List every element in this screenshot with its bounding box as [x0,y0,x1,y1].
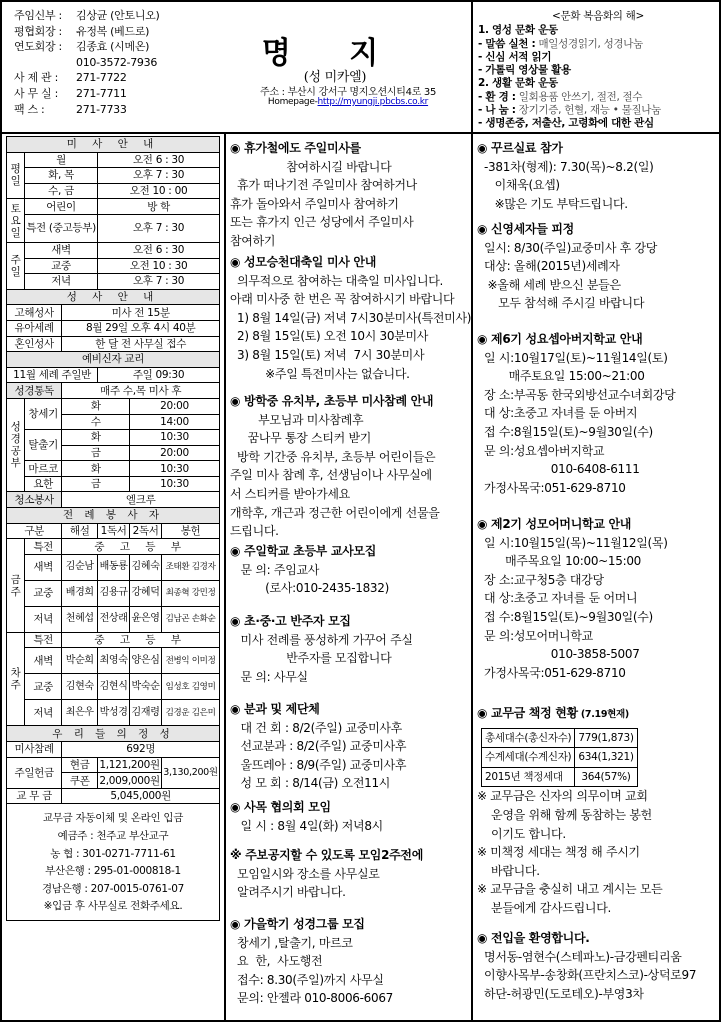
bible-day: 화 [62,430,130,446]
notice-line: 휴가 돌아와서 주일미사 참여하기 [230,196,399,211]
notice-heading: ◉ 꾸르실료 참가 [477,141,563,155]
notice-block [477,220,715,313]
parish-contacts [14,8,214,117]
bible-time: 20:00 [130,398,220,414]
liturgy-person: 양은심 [130,648,162,674]
notice-block [477,330,715,497]
bank-line: 예금주 : 천주교 부산교구 [57,830,169,842]
culture-line-bold: 2. 생활 문화 운동 [478,77,558,90]
bible-day: 금 [62,445,130,461]
liturgy-person: 조태환 김경자 [162,554,220,580]
notice-heading: ◉ 교무금 책정 현황 (7.19현재) [477,706,629,720]
notice-block [230,612,468,686]
bible-day: 화 [62,398,130,414]
notice-line: 명서동-염현수(스테파노)-금강펜티리움 [477,949,682,964]
homepage-link[interactable]: http://myungji.pbcbs.co.kr [317,97,429,107]
liturgy-person: 김경운 김은미 [162,700,220,726]
notice-heading: ◉ 사목 협의회 모임 [230,800,331,814]
contact-label: 사 제 관 : [14,71,58,85]
contact-value: 김종효 (시메온) [76,40,150,54]
bank-info [6,804,220,921]
notice-line: 분들에게 감사드립니다. [477,900,612,915]
notice-line: 꿈나무 통장 스티커 받기 [230,431,372,446]
culture-line-bold: - 가톨릭 영상물 활용 [478,64,571,77]
notice-heading: ◉ 성모승천대축일 미사 안내 [230,255,377,269]
contact-value: 010-3572-7936 [76,55,158,69]
liturgy-person: 윤은영 [130,606,162,632]
notice-block [230,846,468,902]
culture-line [478,104,718,117]
liturgy-youth: 중 고 등 부 [62,632,220,648]
culture-line-bold: - 신심 서적 읽기 [478,50,552,63]
bank-line: 교무금 자동이체 및 온라인 입금 [42,812,184,825]
notice-line: 반주자를 모집합니다 [230,651,392,666]
bible-time: 14:00 [130,414,220,430]
contact-value: 271-7722 [76,71,127,85]
notice-heading: ◉ 초·중·고 반주자 모집 [230,614,351,628]
pledge-label: 2015년 책정세대 [482,767,575,787]
mass-time: 오후 7 : 30 [98,214,220,242]
liturgy-head: 2독서 [130,523,162,539]
notice-line: 이기도 합니다. [477,826,566,841]
notice-line: 휴가 떠나기전 주일미사 참여하거나 [230,178,417,193]
mass-time: 오후 7 : 30 [98,274,220,290]
notice-line: 대 상:초중고 자녀를 둔 어머니 [477,591,638,606]
notice-line: 장 소:부곡동 한국외방선교수녀회강당 [477,387,676,402]
bulletin-subtitle: (성 미카엘) [303,70,367,85]
liturgy-person: 천혜섭 [62,606,98,632]
notice-line: 참여하시길 바랍니다 [230,159,392,174]
offering-label: 주일헌금 [7,757,62,788]
sacrament-name: 혼인성사 [7,336,62,352]
homepage-label: Homepage- [267,97,318,107]
contact-row [14,24,214,40]
contact-row [14,70,214,86]
bible-time: 10:30 [130,461,220,477]
catechumen-time: 주일 09:30 [98,367,220,383]
liturgy-person: 배동룡 [98,554,130,580]
contact-row [14,102,214,118]
notice-line: 문 의: 사무실 [230,669,308,684]
notice-line: 일 시:10월15일(목)~11월12일(목) [477,535,668,550]
notice-line: 참여하기 [230,233,276,248]
contact-value: 271-7711 [76,86,127,100]
notice-heading: ◉ 제2기 성모어머니학교 안내 [477,517,632,531]
sacrament-name: 고해성사 [7,305,62,321]
notice-heading: ※ 주보공지할 수 있도록 모임2주전에 [230,848,424,862]
notice-line: 가정사목국:051-629-8710 [477,665,626,680]
notice-line: 3) 8월 15일(토) 저녁 7시 30분미사 [230,347,425,362]
bank-line: 부산은행 : 295-01-000818-1 [45,865,181,878]
contact-label: 연도회장 : [14,40,62,54]
notice-block [230,253,472,383]
notice-heading: ◉ 주일학교 초등부 교사모집 [230,544,377,558]
notice-heading: ◉ 방학중 유치부, 초등부 미사참례 안내 [230,394,434,408]
column-divider-left [224,132,226,1022]
contact-label: 주임신부 : [14,9,62,22]
notice-heading: ◉ 제6기 성요셉아버지학교 안내 [477,332,643,346]
notice-heading: ◉ 가을학기 성경그룹 모집 [230,917,365,931]
notice-line: 매주토요일 15:00~21:00 [477,369,645,384]
notice-line: ※많은 기도 부탁드립니다. [477,196,628,211]
notice-block [477,929,715,1003]
offering-title: 우 리 들 의 정 성 [7,726,220,742]
notice-heading: ◉ 전입을 환영합니다. [477,931,590,945]
notice-line: ※주일 특전미사는 없습니다. [230,366,410,381]
notice-line: 일시: 8/30(주일)교중미사 후 강당 [477,240,658,255]
notice-line: 성 모 회 : 8/14(금) 오전11시 [230,776,391,791]
notice-line: 알려주시기 바랍니다. [230,885,346,900]
bible-time: 10:30 [130,476,220,492]
liturgy-mass: 특전 [25,539,62,555]
liturgy-mass: 저녁 [25,606,62,632]
offering-value: 2,009,000원 [99,774,160,787]
mass-day: 특전 (중고등부) [25,214,98,242]
bible-day: 금 [62,476,130,492]
liturgy-mass: 특전 [25,632,62,648]
mass-day: 교중 [25,258,98,274]
notice-line: 주일 미사 참례 후, 선생님이나 사무실에 [230,468,432,483]
notice-line: 모임일시와 장소를 사무실로 [230,866,380,881]
header-divider [0,132,721,134]
mass-time: 오전 6 : 30 [98,152,220,168]
culture-line [478,91,718,104]
offering-value: 692명 [62,742,220,758]
liturgy-person: 박성경 [98,700,130,726]
liturgy-person: 최종혁 강민정 [162,580,220,606]
notice-line: 문 의:성요셉아버지학교 [477,443,605,458]
sacrament-info: 한 달 전 사무실 접수 [62,336,220,352]
this-week-label: 금주 [7,539,25,633]
notice-block [477,139,715,213]
culture-line-normal: 일회용품 안쓰기, 절전, 절수 [515,90,643,103]
notice-line: 접수: 8.30(주일)까지 사무실 [230,972,384,987]
notice-line: 요 한, 사도행전 [230,954,323,969]
bible-reading-note: 매주 수,목 미사 후 [62,383,220,399]
notice-heading: ◉ 휴가철에도 주일미사를 [230,141,361,155]
liturgy-person: 최영숙 [98,648,130,674]
mass-time: 오전 10 : 00 [98,183,220,199]
culture-year-title: <문화 복음화의 해> [552,10,644,22]
liturgy-person: 강혜덕 [130,580,162,606]
schedule-column [6,136,222,921]
culture-line-bold: - 말씀 실천 : [478,37,536,50]
notice-block [230,700,468,793]
offering-label: 현금 [62,757,98,773]
liturgy-person: 임성호 김영미 [162,674,220,700]
notice-line: ※ 미책정 세대는 책정 해 주시기 [477,845,640,860]
notice-line: ※ 교무금은 신자의 의무이며 교회 [477,789,648,804]
culture-line-normal: 매일성경읽기, 성경나눔 [535,37,643,50]
notice-line: 문의: 안젤라 010-8006-6067 [230,991,394,1006]
sacrament-title: 성 사 안 내 [7,289,220,305]
contact-row [14,55,214,71]
contact-value: 271-7733 [76,102,127,116]
notice-line: 바랍니다. [477,863,540,878]
notice-block [230,139,468,251]
culture-line-bold: - 환 경 : [478,90,516,103]
contact-label: 팩 스 : [14,102,45,116]
notice-block [230,542,468,598]
sacrament-info: 8월 29일 오후 4시 40분 [62,320,220,336]
notice-line: 접 수:8월15일(토)~9월30일(수) [477,424,653,439]
culture-line-bold: - 생명존중, 저출산, 고령화에 대한 관심 [478,117,654,130]
parish-address: 주소 : 부산시 강서구 명지오션시티4로 35 [259,87,437,98]
notice-line: 이향사목부-송창화(프란치스코)-상덕로97 [477,968,697,983]
notice-line: 문 의:성모어머니학교 [477,628,593,643]
offering-label: 교 무 금 [7,788,62,804]
pledge-value: 364(57%) [575,767,637,787]
notice-block [230,915,468,1008]
liturgy-person: 김남곤 손화순 [162,606,220,632]
liturgy-person: 김혜숙 [130,554,162,580]
mass-day: 화, 목 [25,168,98,184]
notice-line: 개학후, 개근과 정근한 어린이에게 선물을 [230,505,440,520]
pledge-table [481,728,638,788]
notice-line: 부모님과 미사참례후 [230,412,364,427]
contact-label: 평협회장 : [14,24,62,38]
notice-block [477,515,715,682]
mass-day: 새벽 [25,242,98,258]
bible-day: 수 [62,414,130,430]
liturgy-youth: 중 고 등 부 [62,539,220,555]
notice-line: 매주목요일 10:00~15:00 [477,554,642,569]
notice-line: 장 소:교구청5층 대강당 [477,572,604,587]
bank-line: 경남은행 : 207-0015-0761-07 [41,882,185,895]
bulletin-title: 명 지 [261,36,403,71]
contact-row [14,86,214,102]
schedule-table [6,136,220,804]
pledge-value: 779(1,873) [575,728,637,748]
bible-study-label: 성경공부 [7,398,25,492]
liturgy-person: 김현식 [98,674,130,700]
sunday-label: 주일 [7,242,25,289]
notice-line: (로사:010-2435-1832) [230,581,389,596]
culture-line-bold: 1. 영성 문화 운동 [478,24,558,37]
liturgy-person: 최은우 [62,700,98,726]
bible-book: 마르코 [25,461,62,477]
notice-line: 창세기 ,탈출기, 마르코 [230,935,353,950]
liturgy-person: 박숙순 [130,674,162,700]
notice-line: 하단-허광민(도로테오)-부영3차 [477,986,644,1001]
liturgy-head: 구분 [7,523,62,539]
notice-line: 드립니다. [230,524,279,539]
notice-block [477,704,715,918]
pledge-label: 수계세대(수계신자) [482,748,575,768]
catechumen-title: 예비신자 교리 [7,352,220,368]
notice-line: 미사 전례를 풍성하게 가꾸어 주실 [230,632,413,647]
bible-book: 창세기 [25,398,62,429]
notice-line: 의무적으로 참여하는 대축일 미사입니다. [230,273,444,288]
culture-line-normal: 장기기증, 헌혈, 재능 • 물질나눔 [515,104,661,117]
mass-time: 방 학 [98,199,220,215]
contact-value: 김상균 (안토니오) [76,9,160,22]
contact-row [14,39,214,55]
column-divider-right [471,0,473,1022]
offering-value: 1,121,200원 [99,758,160,771]
mass-time: 오전 10 : 30 [98,258,220,274]
notice-line: 운영을 위해 함께 동참하는 봉헌 [477,807,652,822]
offering-value: 5,045,000원 [62,788,220,804]
pledge-label: 총세대수(총신자수) [482,728,575,748]
weekday-label: 평일 [7,152,25,199]
notice-line: 1) 8월 14일(금) 저녁 7시30분미사(특전미사) [230,310,472,325]
notice-line: 대상: 올해(2015년)세례자 [477,259,620,274]
liturgy-person: 배경희 [62,580,98,606]
notice-line: 대 건 회 : 8/2(주일) 교중미사후 [230,720,402,735]
notice-line: 문 의: 주임교사 [230,562,320,577]
notice-line: ※ 교무금을 충실히 내고 계시는 모든 [477,882,663,897]
sacrament-info: 미사 전 15분 [62,305,220,321]
culture-line-bold: - 나 눔 : [478,104,516,117]
notice-line: 이채욱(요셉) [477,178,560,193]
culture-line [478,77,718,90]
notice-line: 방학 기간중 유치부, 초등부 어린이들은 [230,449,436,464]
notice-block [230,392,468,541]
notice-line: 일 시:10월17일(토)~11월14일(토) [477,350,668,365]
culture-line [478,24,718,37]
culture-line [478,117,718,130]
notice-heading: ◉ 분과 및 제단체 [230,702,320,716]
page-border-top [0,0,721,2]
notice-line: 접 수:8월15일(토)~9월30일(수) [477,609,653,624]
notice-line: 모두 참석해 주시길 바랍니다 [477,296,645,311]
notice-line: 2) 8월 15일(토) 오전 10시 30분미사 [230,329,429,344]
mass-day: 월 [25,152,98,168]
liturgy-mass: 교중 [25,580,62,606]
culture-line [478,64,718,77]
mass-time: 오전 6 : 30 [98,242,220,258]
sacrament-name: 유아세례 [7,320,62,336]
offering-sum: 3,130,200원 [162,757,220,788]
mass-title: 미 사 안 내 [7,137,220,153]
liturgy-person: 김현숙 [62,674,98,700]
notice-line: 또는 휴가지 인근 성당에서 주일미사 [230,215,414,230]
liturgy-person: 김용규 [98,580,130,606]
mass-day: 어린이 [25,199,98,215]
liturgy-mass: 저녁 [25,700,62,726]
notice-line: 010-6408-6111 [477,462,640,477]
offering-label: 쿠폰 [62,773,98,789]
notice-line: 울뜨레아 : 8/9(주일) 교중미사후 [230,757,407,772]
notice-line: -381차(형제): 7.30(목)~8.2(일) [477,159,654,174]
liturgy-person: 박순희 [62,648,98,674]
offering-label: 미사참례 [7,742,62,758]
next-week-label: 차주 [7,632,25,726]
liturgy-mass: 새벽 [25,648,62,674]
bulletin-header [0,0,721,135]
liturgy-person: 김순남 [62,554,98,580]
liturgy-title: 전 례 봉 사 자 [7,508,220,524]
notice-line: ※올해 세례 받으신 분들은 [477,277,621,292]
bank-line: 농 협 : 301-0271-7711-61 [50,847,176,860]
notice-heading: ◉ 신영세자들 피정 [477,222,574,236]
page-border-left [0,0,2,1022]
liturgy-person: 김재령 [130,700,162,726]
bible-book: 요한 [25,476,62,492]
notice-line: 서 스티커를 받아가세요 [230,486,350,501]
contact-value: 유정복 (베드로) [76,24,150,38]
liturgy-head: 봉헌 [162,523,220,539]
bible-day: 화 [62,461,130,477]
notice-line: 가정사목국:051-629-8710 [477,480,626,495]
bible-time: 10:30 [130,430,220,446]
liturgy-mass: 새벽 [25,554,62,580]
liturgy-person: 전병익 이미정 [162,648,220,674]
notice-line: 대 상:초중고 자녀를 둔 아버지 [477,406,638,421]
cleaning-service-team: 엘크루 [62,492,220,508]
saturday-label: 토요일 [7,199,25,243]
page-border-bottom [0,1020,721,1022]
liturgy-mass: 교중 [25,674,62,700]
liturgy-person: 전상래 [98,606,130,632]
notice-heading-date: (7.19현재) [577,709,629,720]
notice-line: 아래 미사중 한 번은 꼭 참여하시기 바랍니다 [230,292,455,307]
mass-day: 저녁 [25,274,98,290]
bible-book: 탈출기 [25,430,62,461]
contact-label: 사 무 실 : [14,86,58,100]
cleaning-service-label: 청소봉사 [7,492,62,508]
notice-line: 일 시 : 8월 4일(화) 저녁8시 [230,818,383,833]
bible-reading-title: 성경통독 [7,383,62,399]
bible-time: 20:00 [130,445,220,461]
liturgy-head: 1독서 [98,523,130,539]
contact-row [14,8,214,24]
mass-day: 수, 금 [25,183,98,199]
culture-line [478,38,718,51]
bank-line: ※입금 후 사무실로 전화주세요. [43,900,183,913]
pledge-value: 634(1,321) [575,748,637,768]
mass-time: 오후 7 : 30 [98,168,220,184]
liturgy-head: 해설 [62,523,98,539]
notice-line: 선교분과 : 8/2(주일) 교중미사후 [230,739,407,754]
notice-block [230,798,468,835]
culture-evangelization-box [478,10,718,131]
notice-line: 010-3858-5007 [477,647,640,662]
homepage [228,97,468,107]
catechumen-class: 11월 세례 주일반 [7,367,98,383]
culture-line [478,51,718,64]
